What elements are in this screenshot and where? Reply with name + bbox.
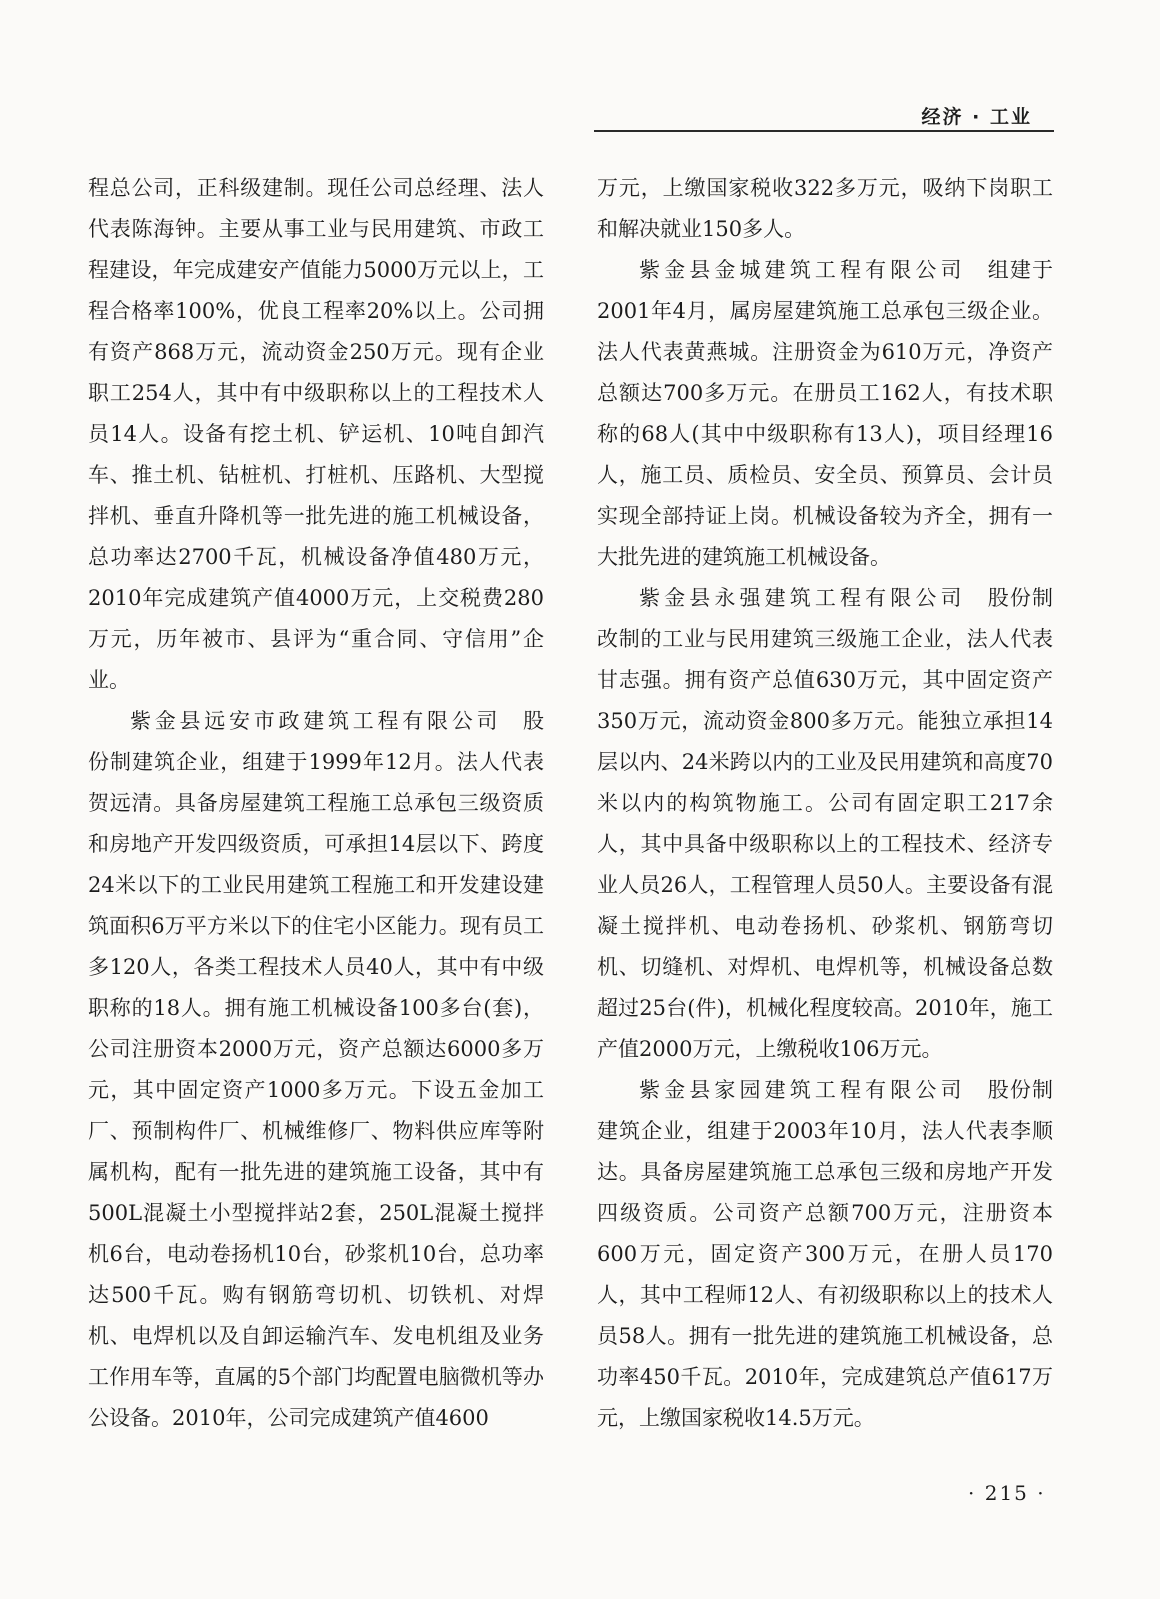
company-description: 股份制改制的工业与民用建筑三级施工企业，法人代表甘志强。拥有资产总值630万元，其中固定资产350万元，流动资金800多万元。能独立承担14层以内、24米跨以内的工业及民用建筑和高度70米以内的构筑物施工。公司有固定职工217余人，其中具备中级职称以上的工程技术、经济专业人员26人，工程管理人员50人。主要设备有混凝土搅拌机、电动卷扬机、砂浆机、钢筋弯切机、切缝机、对焊机、电焊机等，机械设备总数超过25台(件)，机械化程度较高。2010年，施工产值2000万元，上缴税收106万元。 <box>597 586 1053 1061</box>
company-name: 紫金县永强建筑工程有限公司 <box>639 586 966 610</box>
company-name: 紫金县远安市政建筑工程有限公司 <box>130 709 502 733</box>
company-description: 组建于2001年4月，属房屋建筑施工总承包三级企业。法人代表黄燕城。注册资金为610万元，净资产总额达700多万元。在册员工162人，有技术职称的68人(其中中级职称有13人)，项目经理16人，施工员、质检员、安全员、预算员、会计员实现全部持证上岗。机械设备较为齐全，拥有一大批先进的建筑施工机械设备。 <box>597 258 1053 569</box>
company-description: 股份制建筑企业，组建于1999年12月。法人代表贺远清。具备房屋建筑工程施工总承包三级资质和房地产开发四级资质，可承担14层以下、跨度24米以下的工业民用建筑工程施工和开发建设建筑面积6万平方米以下的住宅小区能力。现有员工多120人，各类工程技术人员40人，其中有中级职称的18人。拥有施工机械设备100多台(套)，公司注册资本2000万元，资产总额达6000多万元，其中固定资产1000多万元。下设五金加工厂、预制构件厂、机械维修厂、物料供应库等附属机构，配有一批先进的建筑施工设备，其中有500L混凝土小型搅拌站2套，250L混凝土搅拌机6台，电动卷扬机10台，砂浆机10台，总功率达500千瓦。购有钢筋弯切机、切铁机、对焊机、电焊机以及自卸运输汽车、发电机组及业务工作用车等，直属的5个部门均配置电脑微机等办公设备。2010年，公司完成建筑产值4600 <box>88 709 544 1430</box>
company-entry-jiayuan <box>597 1070 1053 1439</box>
company-entry-jincheng <box>597 250 1053 578</box>
company-name: 紫金县家园建筑工程有限公司 <box>639 1078 966 1102</box>
left-column <box>88 168 544 1439</box>
company-entry-yuanan <box>88 701 544 1439</box>
company-entry-yongqiang <box>597 578 1053 1070</box>
paragraph-continued: 程总公司，正科级建制。现任公司总经理、法人代表陈海钟。主要从事工业与民用建筑、市政工程建设，年完成建安产值能力5000万元以上，工程合格率100%，优良工程率20%以上。公司拥有资产868万元，流动资金250万元。现有企业职工254人，其中有中级职称以上的工程技术人员14人。设备有挖土机、铲运机、10吨自卸汽车、推土机、钻桩机、打桩机、压路机、大型搅拌机、垂直升降机等一批先进的施工机械设备，总功率达2700千瓦，机械设备净值480万元，2010年完成建筑产值4000万元，上交税费280万元，历年被市、县评为“重合同、守信用”企业。 <box>88 176 544 692</box>
company-description: 股份制建筑企业，组建于2003年10月，法人代表李顺达。具备房屋建筑施工总承包三级和房地产开发四级资质。公司资产总额700万元，注册资本600万元，固定资产300万元，在册人员170人，其中工程师12人、有初级职称以上的技术人员58人。拥有一批先进的建筑施工机械设备，总功率450千瓦。2010年，完成建筑总产值617万元，上缴国家税收14.5万元。 <box>597 1078 1053 1430</box>
running-header <box>594 98 1054 132</box>
section-title: 经济 · 工业 <box>921 106 1032 128</box>
right-column <box>597 168 1053 1439</box>
page-number: · 215 · <box>968 1481 1046 1505</box>
company-name: 紫金县金城建筑工程有限公司 <box>639 258 966 282</box>
paragraph-continued: 万元，上缴国家税收322多万元，吸纳下岗职工和解决就业150多人。 <box>597 176 1053 241</box>
